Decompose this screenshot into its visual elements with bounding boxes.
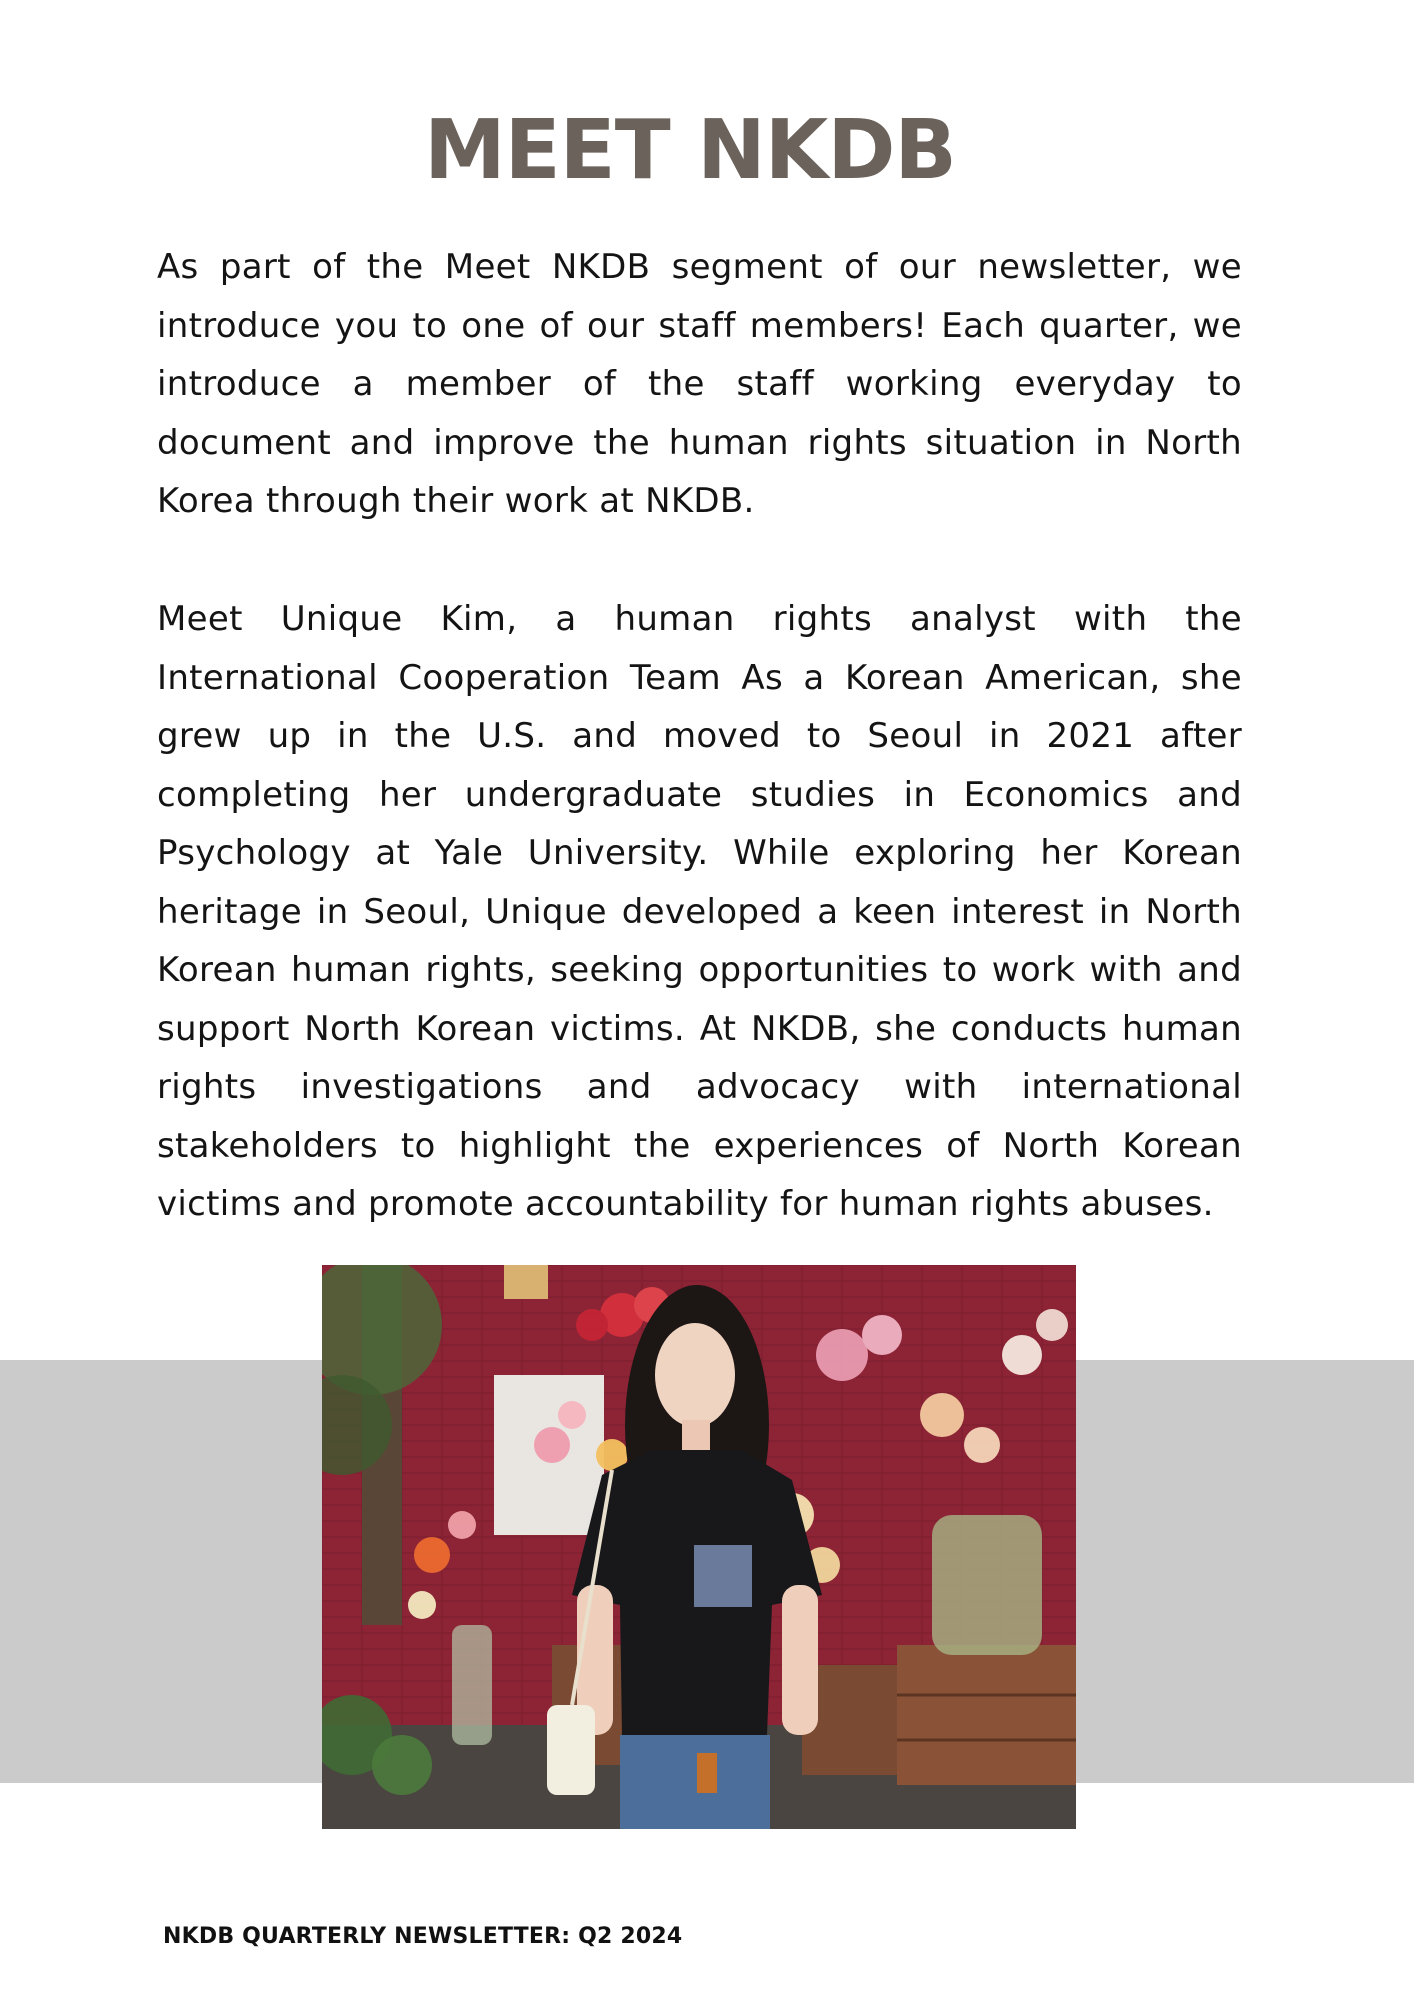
newsletter-footer: NKDB QUARTERLY NEWSLETTER: Q2 2024 bbox=[163, 1924, 683, 1949]
profile-paragraph: Meet Unique Kim, a human rights analyst with the International Cooperation Team As a Korean American, she grew up in the U.S. and moved to Seoul in 2021 after completing her undergraduate studies in Economics and Psychology at Yale University. While exploring her Korean heritage in Seoul, Unique developed a keen interest in North Korean human rights, seeking opportunities to work with and support North Korean victims. At NKDB, she conducts human rights investigations and advocacy with international stakeholders to highlight the experiences of North Korean victims and promote accountability for human rights abuses. bbox=[157, 599, 1242, 1224]
intro-paragraph: As part of the Meet NKDB segment of our newsletter, we introduce you to one of our staff members! Each quarter, we introduce a member of the staff working everyday to document and improve the human rights situation in North Korea through their work at NKDB. bbox=[157, 247, 1242, 521]
staff-photo bbox=[322, 1265, 1076, 1829]
page-title: MEET NKDB bbox=[424, 103, 956, 198]
